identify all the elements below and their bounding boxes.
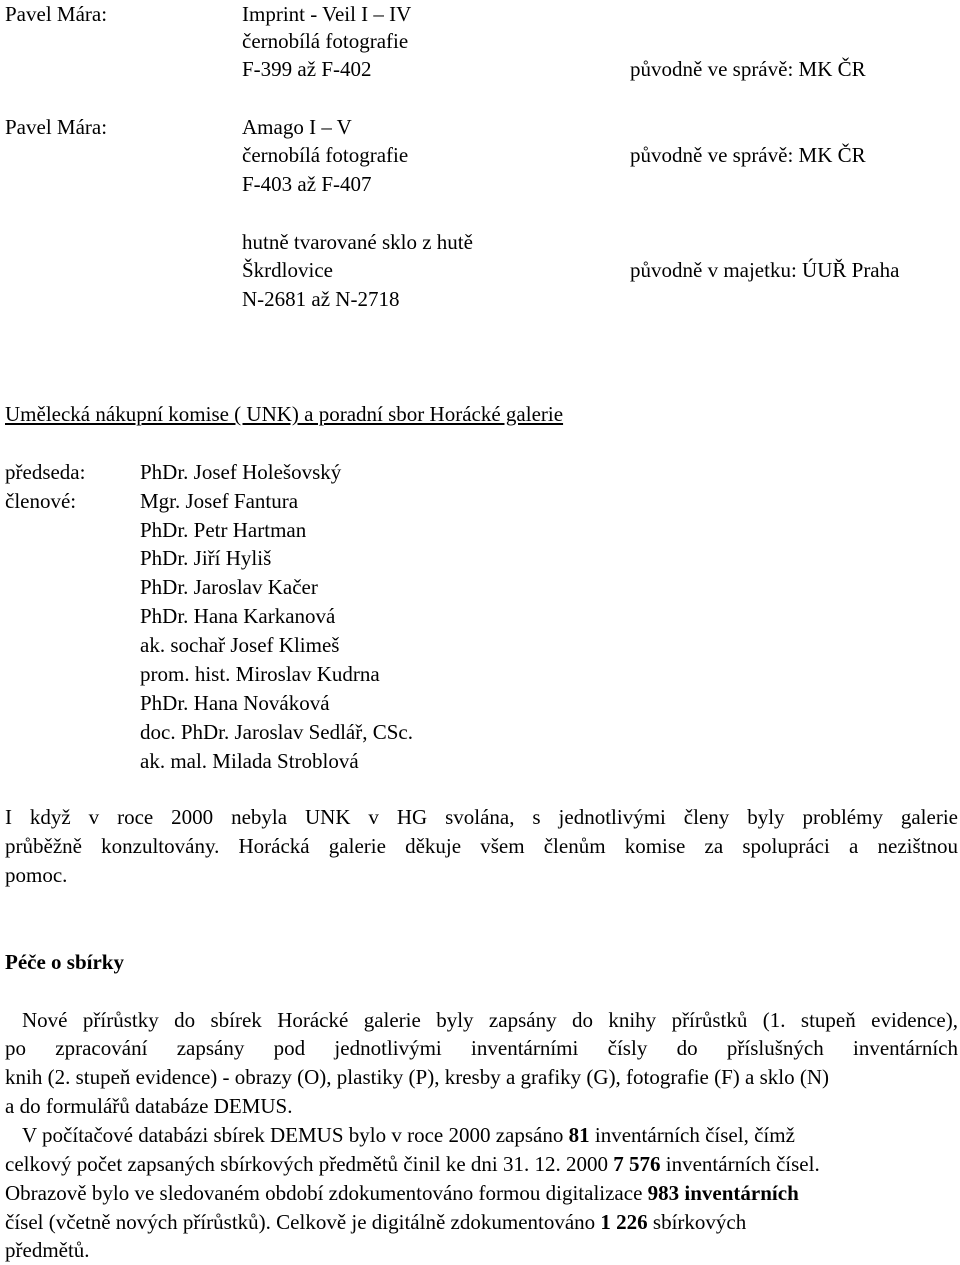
chair-label: předseda: [5,460,86,484]
work-inventory: N-2681 až N-2718 [242,287,400,311]
work-inventory: F-399 až F-402 [242,57,372,81]
member-name: PhDr. Jaroslav Kačer [140,575,318,599]
work-medium: černobílá fotografie [242,29,409,53]
paragraph-line-text: po zpracování zapsány pod jednotlivými inventárními čísly do příslušných inventárních [5,1036,958,1060]
work-status: původně ve správě: MK ČR [630,143,866,167]
note-line-text: I když v roce 2000 nebyla UNK v HG svolána, s jednotlivými členy byly problémy galerie [5,805,958,829]
paragraph-line [5,1150,958,1179]
collections-heading: Péče o sbírky [5,950,124,974]
work-title: Imprint - Veil I – IV [242,2,412,26]
text-run: V počítačové databázi sbírek DEMUS bylo v roce 2000 zapsáno [22,1123,569,1147]
paragraph-line: knih (2. stupeň evidence) - obrazy (O), plastiky (P), kresby a grafiky (G), fotografie (F) a sklo (N) [5,1065,829,1089]
member-name: ak. sochař Josef Klimeš [140,633,340,657]
member-name: PhDr. Hana Nováková [140,691,330,715]
note-line: pomoc. [5,863,68,887]
work-title: hutně tvarované sklo z hutě [242,230,473,254]
member-name: doc. PhDr. Jaroslav Sedlář, CSc. [140,720,413,744]
member-name: Mgr. Josef Fantura [140,489,299,513]
paragraph-line [22,1121,958,1150]
bold-number: 7 576 [613,1152,661,1176]
work-inventory: F-403 až F-407 [242,172,372,196]
text-run: celkový počet zapsaných sbírkových předmětů činil ke dni 31. 12. 2000 [5,1152,614,1176]
paragraph-line [5,1034,958,1063]
note-line [5,803,958,832]
text-run: inventárních čísel. [660,1152,820,1176]
paragraph-line [5,1208,958,1237]
work-medium: Škrdlovice [242,258,333,282]
artist-name: Pavel Mára: [5,2,108,26]
member-name: prom. hist. Miroslav Kudrna [140,662,380,686]
text-run: sbírkových [647,1210,747,1234]
bold-number: 1 226 [600,1210,648,1234]
work-title: Amago I – V [242,115,352,139]
text-run: Obrazově bylo ve sledovaném období zdokumentováno formou digitalizace [5,1181,648,1205]
committee-heading: Umělecká nákupní komise ( UNK) a poradní sbor Horácké galerie [5,402,564,426]
member-name: PhDr. Jiří Hyliš [140,546,272,570]
work-medium: černobílá fotografie [242,143,409,167]
paragraph-line [5,1179,958,1208]
member-name: PhDr. Hana Karkanová [140,604,336,628]
member-name: PhDr. Petr Hartman [140,518,307,542]
work-status: původně v majetku: ÚUŘ Praha [630,258,900,282]
paragraph-line: předmětů. [5,1238,90,1262]
artist-name: Pavel Mára: [5,115,108,139]
members-label: členové: [5,489,77,513]
member-name: PhDr. Josef Holešovský [140,460,342,484]
paragraph-line-text: Nové přírůstky do sbírek Horácké galerie byly zapsány do knihy přírůstků (1. stupeň evidence), [22,1008,958,1032]
work-status: původně ve správě: MK ČR [630,57,866,81]
text-run: čísel (včetně nových přírůstků). Celkově je digitálně zdokumentováno [5,1210,601,1234]
note-line-text: průběžně konzultovány. Horácká galerie děkuje všem členům komise za spolupráci a nezištnou [5,834,958,858]
bold-number: 81 [568,1123,590,1147]
member-name: ak. mal. Milada Stroblová [140,749,359,773]
note-line [5,832,958,861]
text-run: inventárních čísel, čímž [589,1123,795,1147]
paragraph-line [22,1006,958,1035]
paragraph-line: a do formulářů databáze DEMUS. [5,1094,293,1118]
bold-number: 983 inventárních [647,1181,799,1205]
